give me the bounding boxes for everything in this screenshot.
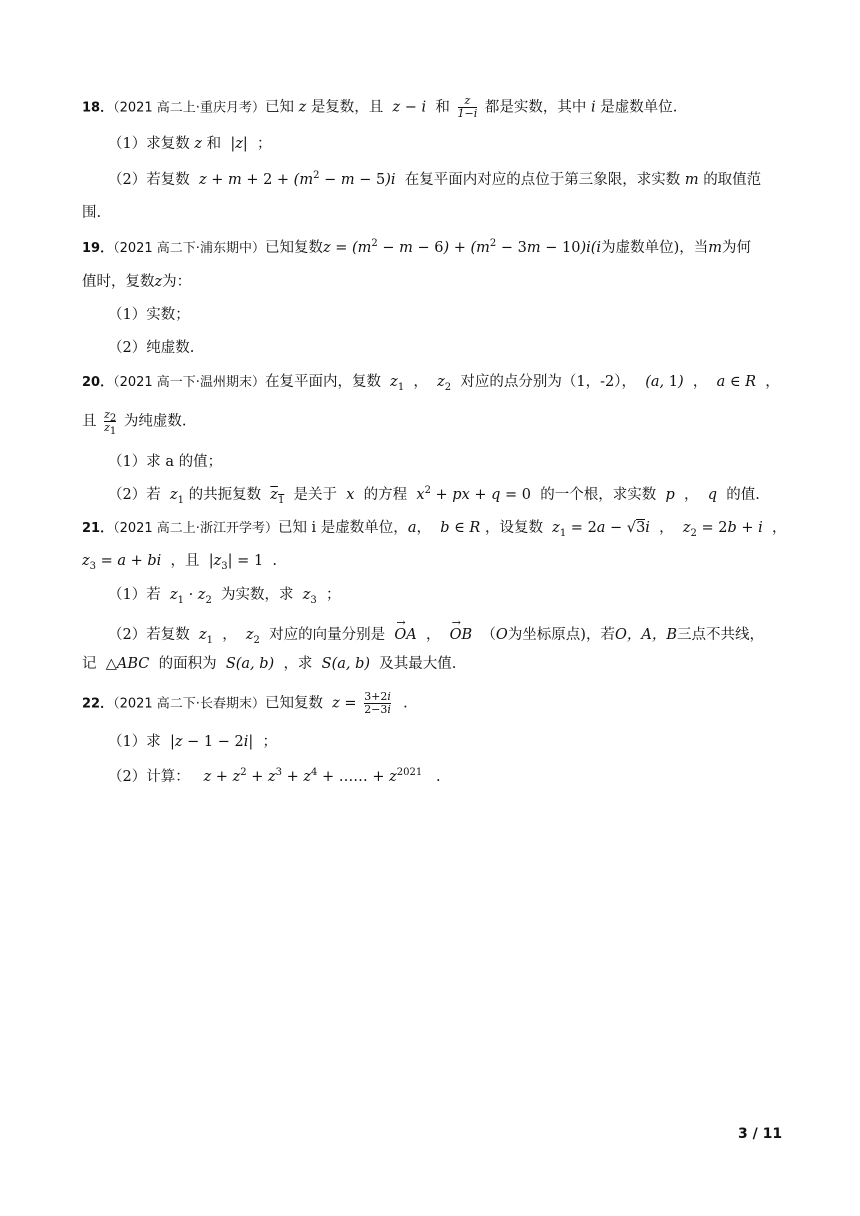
math-vector: → OB [450,621,473,645]
math-fraction: $\frac{z_2}{z_1}$ [104,408,117,438]
math: $z_1 = 2a - √3i$ [552,520,650,539]
math: $x^2$ + px + q = 0 [416,485,532,503]
problem-number: 20． [82,375,114,390]
math: |z − 1 − 2i| [169,734,254,750]
math: $z_2 = 2b + i$ [682,520,763,539]
math: $z_3 = a$ + bi [82,553,162,572]
problem-19-stem-cont: 值时，复数z为： [82,274,192,290]
math: a ∈ R [716,374,757,390]
problem-22-q1: （1）求 |z − 1 − 2i| ； [108,734,277,750]
problem-22-stem: 22．（2021 高二下·长春期末）已知复数 z = $\frac{3+2i}{2-3i}$ . [82,690,408,716]
problem-source: （2021 高一下·温州期末） [113,375,265,390]
problem-21-q1: （1）若 $z_1 \cdot z_2$ 为实数，求 $z_3$ ； [108,587,341,606]
problem-number: 19． [82,241,114,256]
problem-18-q2-cont: 围. [82,205,102,221]
problem-20-q2: （2）若 $z_1$ 的共扼复数 $z_1$ 是关于 x 的方程 $x^2$ + px + q = 0 的一个根，求实数 p ， q 的值. [108,485,760,506]
problem-21-stem-cont: $z_3 = a$ + bi ，且 $|z_3| = 1$ . [82,553,277,572]
problem-22-q2: （2）计算： $z + z^2 + z^3 + z^4$ + …… + $z^{2021}$ . [108,767,441,785]
math: $z_1$ [169,487,184,506]
math: z [194,136,202,152]
problem-source: （2021 高二下·浦东期中） [113,241,265,256]
problem-source: （2021 高二上·重庆月考） [113,100,265,116]
math: $z_1$ [390,374,405,393]
math: O [495,627,508,643]
problem-21-q2-cont: 记 △ABC 的面积为 S(a, b) ，求 S(a, b) 及其最大值. [82,656,457,672]
problem-18-q1: （1）求复数 z 和 |z| ； [108,136,272,152]
page-number: 3 / 11 [738,1126,783,1142]
math: |z| [230,136,248,152]
problem-number: 22． [82,696,114,712]
math: $z_2$ [437,374,452,393]
math: b ∈ R [440,520,481,536]
math: S(a, b) [321,656,371,672]
problem-21-stem: 21．（2021 高二上·浙江开学考）已知 i 是虚数单位，a， b ∈ R ，设复数 $z_1 = 2a - √3i$ ， $z_2 = 2b + i$ ， [82,520,787,539]
math: S(a, b) [225,656,275,672]
problem-20-stem: 20．（2021 高一下·温州期末）在复平面内，复数 $z_1$ ， $z_2$ 对应的点分别为（1，-2）， (a, 1) ， a ∈ R ， [82,374,780,393]
math: z [298,99,307,116]
problem-19-q1: （1）实数； [108,307,190,323]
problem-19-stem: 19．（2021 高二下·浦东期中）已知复数$z = (m^2 - m - 6) + (m^2 - 3m - 10)i(i$为虚数单位)，当m为何 [82,238,751,256]
math: $z_1$ [270,487,285,506]
math: i [590,99,596,116]
math: p [665,487,675,503]
problem-18-stem: 18．（2021 高二上·重庆月考）已知 z 是复数，且 z − i 和 $\frac{z}{1-i}$ 都是实数，其中 i 是虚数单位. [82,94,678,120]
problem-21-q2: （2）若复数 $z_1$ ， $z_2$ 对应的向量分别是 → OA ， → OB （O为坐标原点)，若O，A，B三点不共线， [108,621,764,645]
math: $z_1$ [198,627,213,646]
problem-source: （2021 高二上·浙江开学考） [113,521,278,536]
math: $|z_3| = 1$ [208,553,264,572]
math: z − i [392,99,427,116]
problem-source: （2021 高二下·长春期末） [113,696,265,712]
problem-19-q2: （2）纯虚数. [108,340,195,356]
math: $z = (m^2 - m - 6) + (m^2 - 3m - 10)i(i$ [322,238,602,256]
math: O，A，B [614,627,677,643]
problem-number: 18． [82,100,114,116]
problem-number: 21． [82,521,114,536]
math: $z_3$ [302,587,317,606]
math: $z + z^2 + z^3 + z^4$ + …… + $z^{2021}$ [203,767,423,785]
problem-20-stem-cont: 且 $\frac{z_2}{z_1}$ 为纯虚数. [82,408,187,438]
math: (a, 1) [645,374,684,390]
math: m [708,240,722,256]
problem-18-q2: （2）若复数 $z + m + 2 + (m^2 - m - 5)i$ 在复平面内对应的点位于第三象限，求实数 m 的取值范 [108,170,762,188]
math: △ABC [105,656,150,672]
math: q [707,487,717,503]
math: $z + m + 2 + (m^2 - m - 5)i$ [198,170,396,188]
math: m [684,172,699,188]
math-fraction: $\frac{3+2i}{2-3i}$ [364,690,391,716]
math: $z_2$ [245,627,260,646]
math: a [407,520,417,536]
math-vector: → OA [394,621,416,645]
math-fraction: $\frac{z}{1-i}$ [457,94,478,120]
problem-20-q1: （1）求 a 的值； [108,454,223,470]
math: z [154,274,163,290]
math: z = [332,695,362,712]
math: x [346,487,355,503]
math: $z_1 \cdot z_2$ [169,587,212,606]
